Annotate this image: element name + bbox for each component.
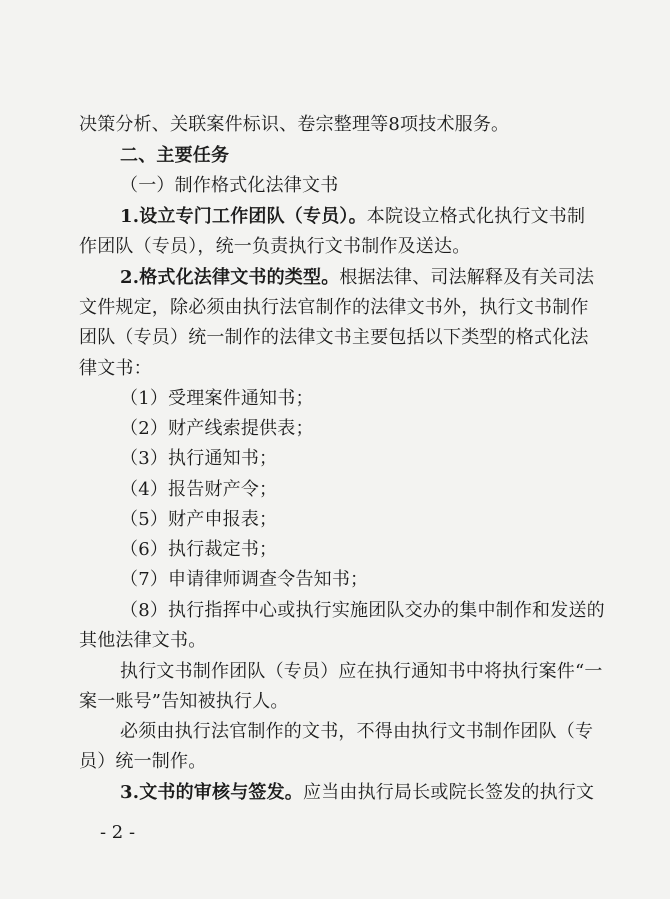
- paragraph-line: 作团队（专员），统一负责执行文书制作及送达。: [79, 236, 471, 257]
- paragraph-line: 案一账号”告知被执行人。: [79, 691, 289, 712]
- list-item: （2）财产线索提供表；: [120, 418, 314, 439]
- list-item: （4）报告财产令；: [120, 479, 278, 500]
- list-item: （8）执行指挥中心或执行实施团队交办的集中制作和发送的: [120, 600, 605, 621]
- paragraph-item1: [0, 206, 670, 228]
- item2-text: 根据法律、司法解释及有关司法: [339, 267, 595, 288]
- item3-heading: 3.文书的审核与签发。: [120, 782, 303, 803]
- paragraph-line: 员）统一制作。: [79, 751, 207, 772]
- paragraph-line: 文件规定，除必须由执行法官制作的法律文书外，执行文书制作: [79, 297, 589, 318]
- paragraph-line: 律文书：: [79, 358, 152, 379]
- item3-text: 应当由执行局长或院长签发的执行文: [303, 782, 595, 803]
- paragraph-line: 执行文书制作团队（专员）应在执行通知书中将执行案件“一: [120, 661, 603, 682]
- section-heading: 二、主要任务: [120, 145, 230, 166]
- list-item: （5）财产申报表；: [120, 509, 278, 530]
- paragraph-line: 其他法律文书。: [79, 630, 207, 651]
- list-item: （6）执行裁定书；: [120, 539, 278, 560]
- subsection-heading: （一）制作格式化法律文书: [120, 175, 339, 196]
- paragraph-item3: [0, 782, 670, 804]
- paragraph-line: 团队（专员）统一制作的法律文书主要包括以下类型的格式化法: [79, 327, 589, 348]
- item1-text: 本院设立格式化执行文书制: [366, 206, 586, 227]
- page-number: - 2 -: [100, 822, 136, 843]
- list-item: （7）申请律师调查令告知书；: [120, 569, 369, 590]
- list-item: （1）受理案件通知书；: [120, 388, 314, 409]
- item1-heading: 1.设立专门工作团队（专员）。: [120, 206, 367, 227]
- list-item: （3）执行通知书；: [120, 448, 278, 469]
- paragraph-item2: [0, 267, 670, 289]
- paragraph-line: 决策分析、关联案件标识、卷宗整理等8项技术服务。: [79, 114, 510, 135]
- paragraph-line: 必须由执行法官制作的文书，不得由执行文书制作团队（专: [120, 721, 594, 742]
- item2-heading: 2.格式化法律文书的类型。: [120, 267, 340, 288]
